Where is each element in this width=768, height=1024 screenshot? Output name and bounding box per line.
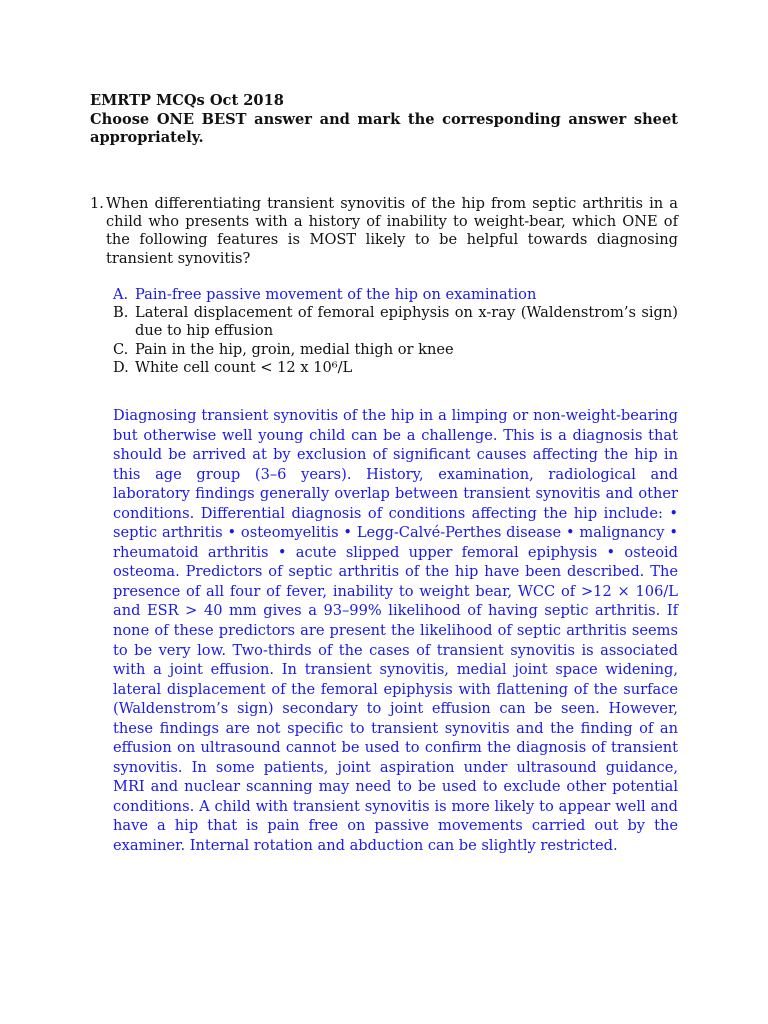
option-letter: C. [113, 340, 129, 358]
question-stem: When differentiating transient synovitis of the hip from septic arthritis in a child who presents with a history of inability to weight-bear, which ONE of the following features is MOST likely to be helpful towards diagnosing transient synovitis? [106, 195, 678, 267]
option-text: Pain-free passive movement of the hip on examination [135, 286, 537, 303]
instruction-text: Choose ONE BEST answer and mark the corresponding answer sheet appropriately. [90, 110, 678, 147]
option-text: Lateral displacement of femoral epiphysis on x-ray (Waldenstrom’s sign) due to hip effusion [135, 304, 678, 340]
question-number: 1. [90, 195, 104, 212]
option-a [113, 286, 678, 304]
answer-options [113, 286, 678, 377]
question-1 [90, 195, 678, 268]
option-c [113, 341, 678, 359]
option-text: Pain in the hip, groin, medial thigh or knee [135, 340, 454, 358]
option-b [113, 304, 678, 340]
document-title: EMRTP MCQs Oct 2018 [90, 92, 284, 109]
option-letter: D. [113, 358, 129, 376]
option-text: White cell count < 12 x 10⁶/L [135, 358, 353, 376]
option-letter: B. [113, 304, 129, 322]
option-letter: A. [113, 286, 129, 303]
option-d [113, 359, 678, 377]
document-header [90, 92, 678, 148]
answer-explanation: Diagnosing transient synovitis of the hip in a limping or non-weight-bearing but otherwise well young child can be a challenge. This is a diagnosis that should be arrived at by exclusion of significant causes affecting the hip in this age group (3–6 years). History, examination, radiological and laboratory findings generally overlap between transient synovitis and other conditions. Differential diagnosis of conditions affecting the hip include: • septic arthritis • osteomyelitis • Legg-Calvé-Perthes disease • malignancy • rheumatoid arthritis • acute slipped upper femoral epiphysis • osteoid osteoma. Predictors of septic arthritis of the hip have been described. The presence of all four of fever, inability to weight bear, WCC of >12 × 106/L and ESR > 40 mm gives a 93–99% likelihood of having septic arthritis. If none of these predictors are present the likelihood of septic arthritis seems to be very low. Two-thirds of the cases of transient synovitis is associated with a joint effusion. In transient synovitis, medial joint space widening, lateral displacement of the femoral epiphysis with flattening of the surface (Waldenstrom’s sign) secondary to joint effusion can be seen. However, these findings are not specific to transient synovitis and the finding of an effusion on ultrasound cannot be used to confirm the diagnosis of transient synovitis. In some patients, joint aspiration under ultrasound guidance, MRI and nuclear scanning may need to be used to exclude other potential conditions. A child with transient synovitis is more likely to appear well and have a hip that is pain free on passive movements carried out by the examiner. Internal rotation and abduction can be slightly restricted. [113, 407, 678, 855]
